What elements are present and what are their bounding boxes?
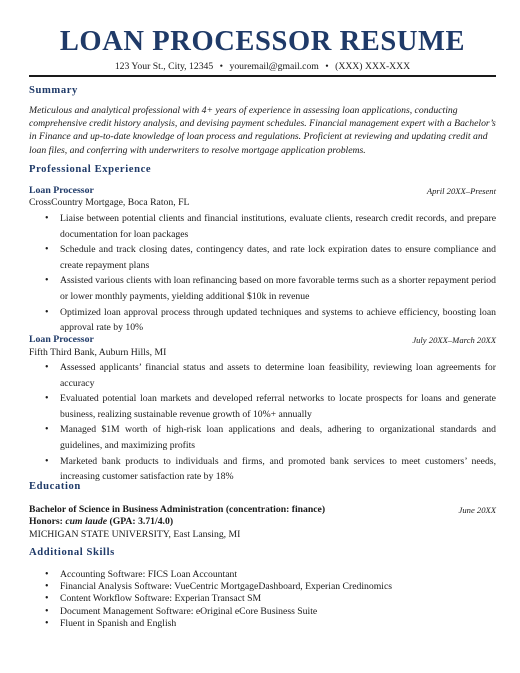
list-item: • Accounting Software: FICS Loan Accountant <box>29 569 496 581</box>
resume-title: LOAN PROCESSOR RESUME <box>59 26 466 57</box>
list-item: • Assisted various clients with loan refinancing based on more favorable terms such as a shorter repayment period or lower monthly payments, yielding additional $10k in revenue <box>29 273 496 304</box>
list-item: • Optimized loan approval process through updated techniques and systems to achieve efficiency, boosting loan approval rate by 10% <box>29 305 496 336</box>
education-date: June 20XX <box>458 505 496 515</box>
honors-label: Honors: <box>29 516 66 527</box>
list-item: • Evaluated potential loan markets and developed referral networks to locate prospects for loans and generate business, realizing sustainable revenue growth of 10%+ annually <box>29 391 496 422</box>
job-title: Loan Processor <box>29 334 94 345</box>
job-bullets <box>29 211 496 336</box>
education-school: MICHIGAN STATE UNIVERSITY, East Lansing, MI <box>29 529 241 540</box>
header-divider <box>29 75 496 77</box>
education-honors <box>29 516 173 527</box>
job-title: Loan Processor <box>29 185 94 196</box>
contact-phone: (XXX) XXX-XXX <box>335 61 411 72</box>
list-item: • Document Management Software: eOriginal eCore Business Suite <box>29 606 496 618</box>
contact-line <box>29 61 496 72</box>
education-heading: Education <box>29 481 81 492</box>
list-item: • Financial Analysis Software: VueCentric MortgageDashboard, Experian Credinomics <box>29 581 496 593</box>
list-item: • Managed $1M worth of high-risk loan applications and deals, adhering to organizational standards and guidelines, and maximizing profits <box>29 422 496 453</box>
list-item: • Fluent in Spanish and English <box>29 618 496 630</box>
list-item: • Marketed bank products to individuals and firms, and promoted bank services to meet customers’ needs, increasing customer satisfaction rate by 18% <box>29 454 496 485</box>
list-item: • Assessed applicants’ financial status and assets to determine loan feasibility, reviewing loan agreements for accuracy <box>29 360 496 391</box>
list-item: • Liaise between potential clients and financial institutions, evaluate clients, research credit records, and prepare documentation for loan packages <box>29 211 496 242</box>
summary-heading: Summary <box>29 85 78 96</box>
skills-list <box>29 569 496 630</box>
list-item: • Content Workflow Software: Experian Transact SM <box>29 593 496 605</box>
resume-page <box>29 0 496 673</box>
job-company: CrossCountry Mortgage, Boca Raton, FL <box>29 197 190 208</box>
job-company: Fifth Third Bank, Auburn Hills, MI <box>29 347 167 358</box>
job-dates: July 20XX–March 20XX <box>412 335 496 345</box>
job-dates: April 20XX–Present <box>426 186 496 196</box>
list-item: • Schedule and track closing dates, contingency dates, and rate lock expiration dates to ensure compliance and create repayment plans <box>29 242 496 273</box>
contact-separator: • <box>325 61 329 72</box>
education-degree: Bachelor of Science in Business Administration (concentration: finance) <box>29 504 326 515</box>
contact-email[interactable]: youremail@gmail.com <box>229 61 319 72</box>
summary-text: Meticulous and analytical professional with 4+ years of experience in assessing loan applications, conducting comprehensive credit history analysis, and devising payment schedules. Financial management expert with a Bachelor’s in Finance and up-to-date knowledge of loan process and regulations. Proficient at reviewing and updating credit and loan files, and conferring with underwriters to resolve mortgage application problems. <box>29 105 496 156</box>
experience-heading: Professional Experience <box>29 164 152 175</box>
job-bullets <box>29 360 496 485</box>
skills-heading: Additional Skills <box>29 547 115 558</box>
honors-value: cum laude <box>65 516 108 527</box>
education-gpa: (GPA: 3.71/4.0) <box>107 516 174 527</box>
contact-address: 123 Your St., City, 12345 <box>114 61 214 72</box>
contact-separator: • <box>219 61 224 72</box>
